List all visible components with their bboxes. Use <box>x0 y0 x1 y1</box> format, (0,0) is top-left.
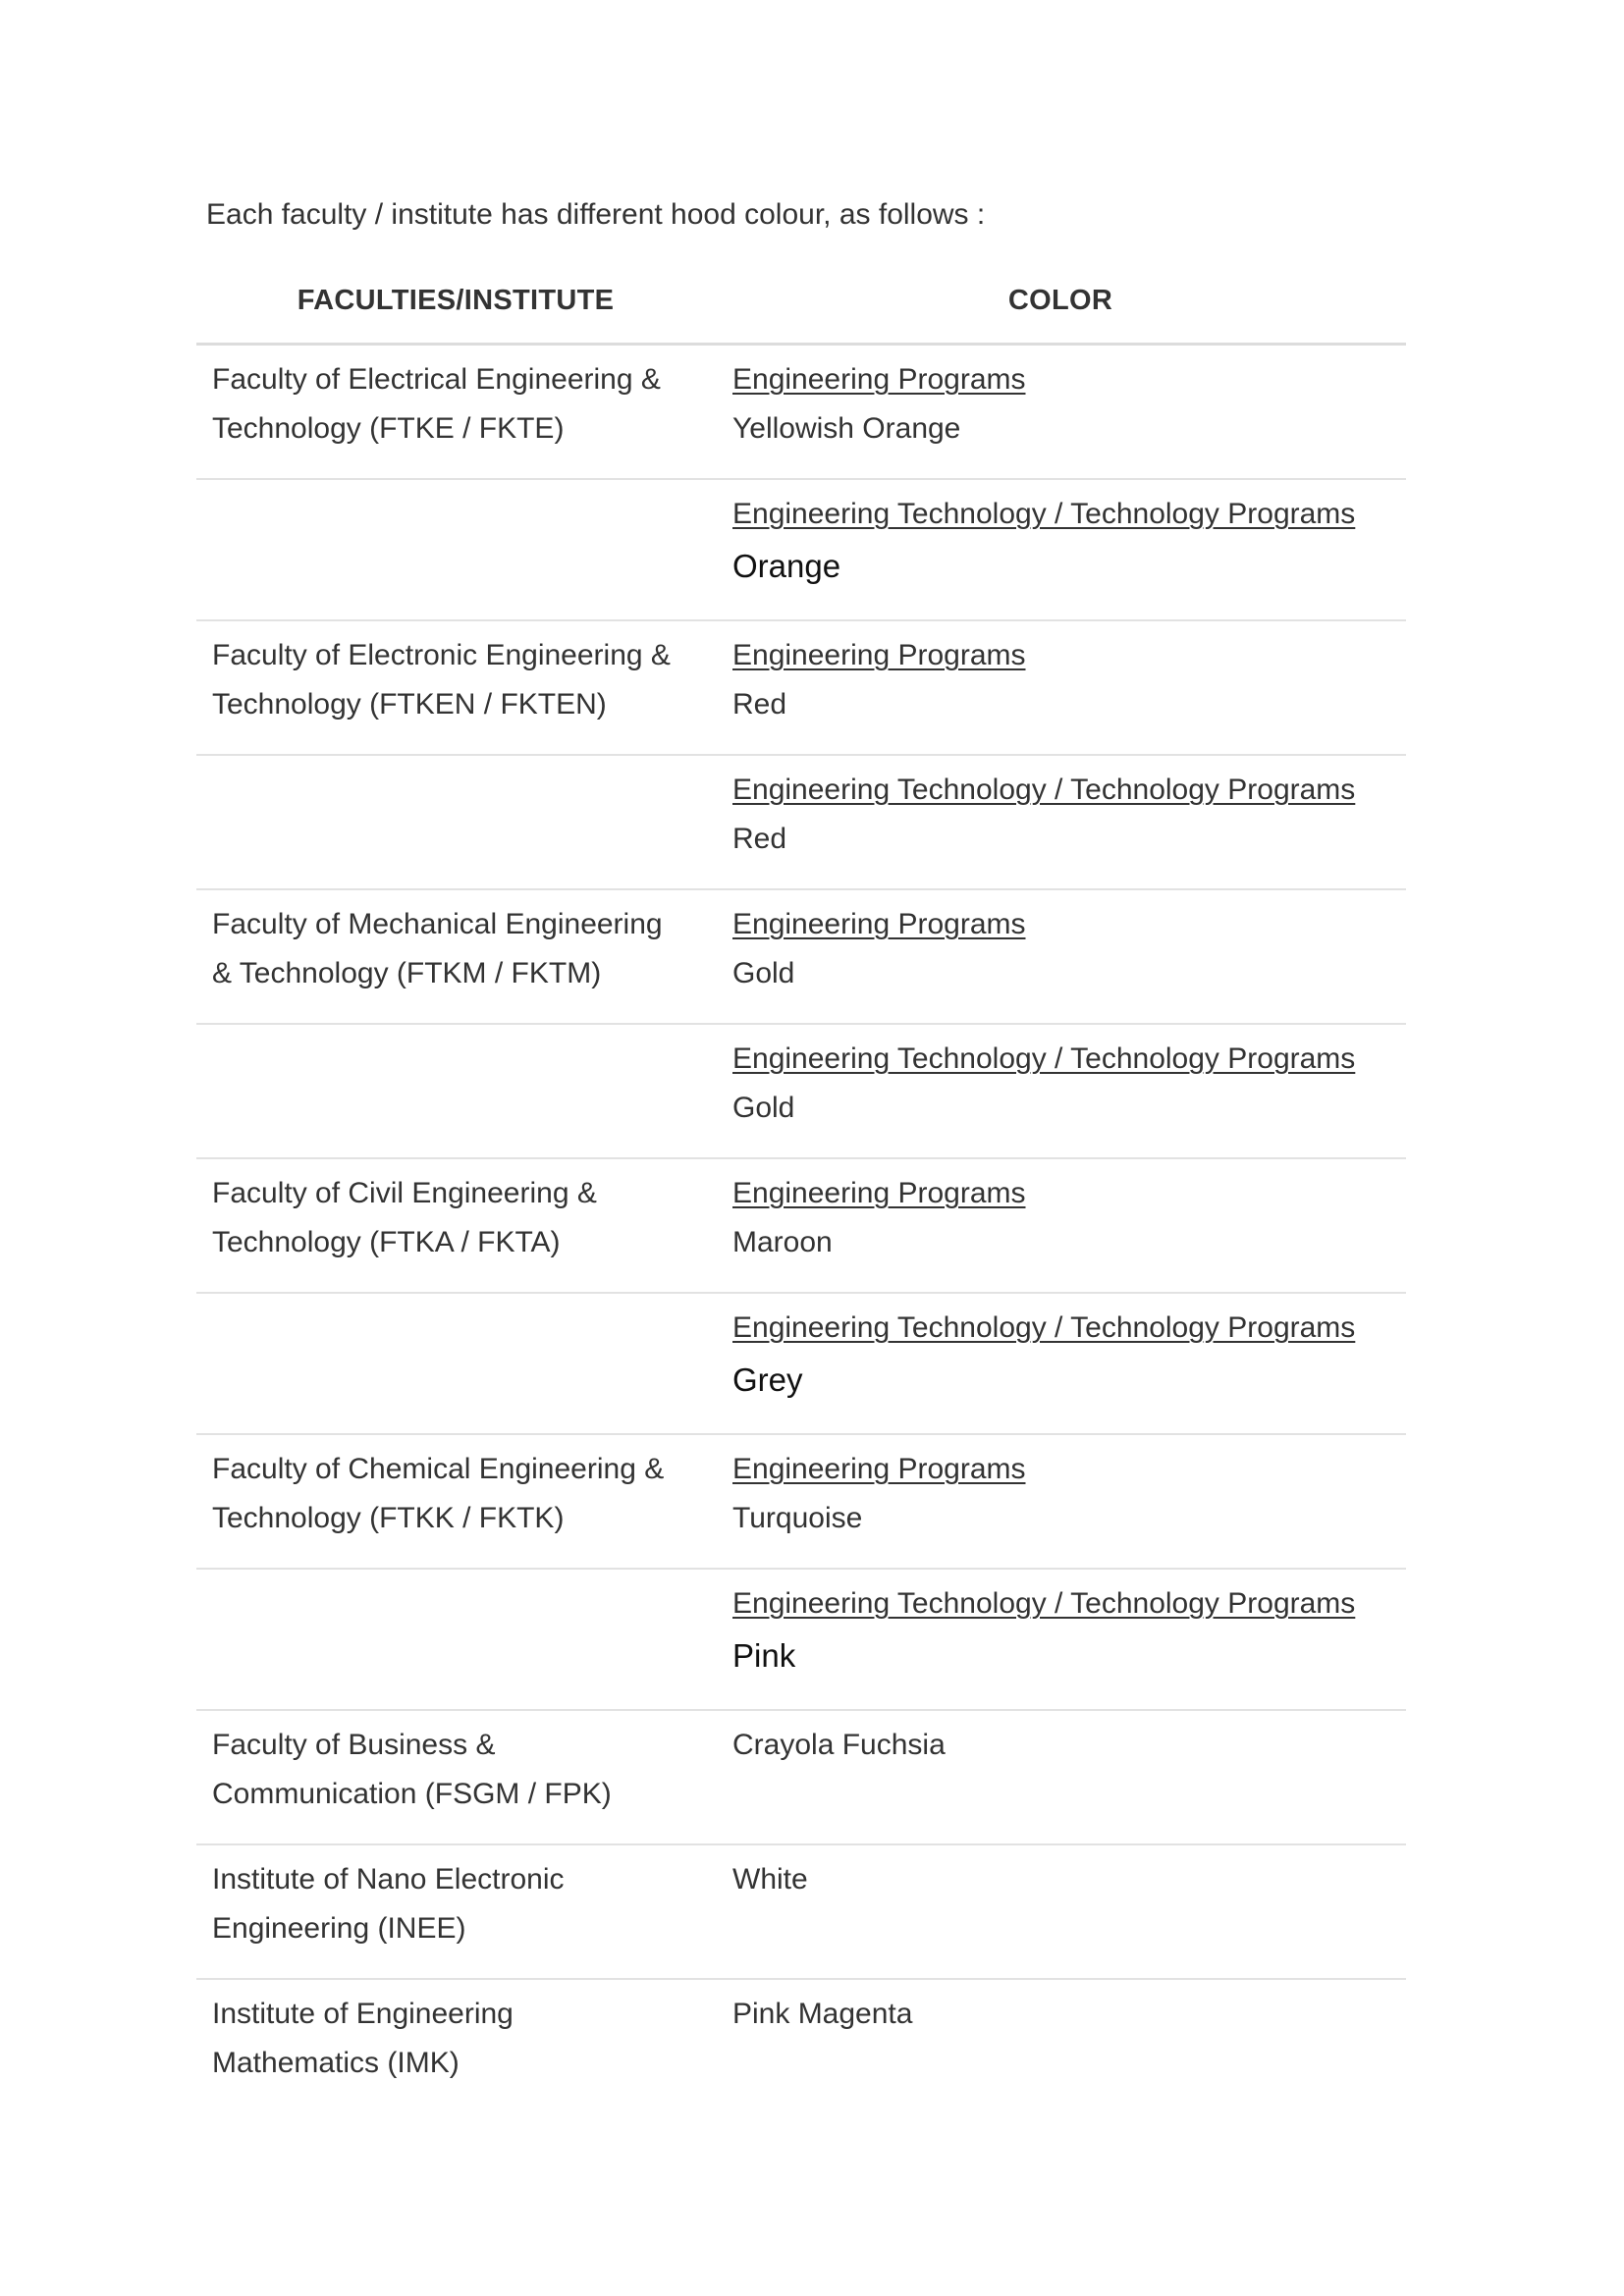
program-label: Engineering Programs <box>732 639 1026 671</box>
color-value: Pink <box>732 1637 796 1674</box>
faculty-name-line1: Faculty of Mechanical Engineering <box>212 908 663 940</box>
color-value: Gold <box>732 1092 795 1124</box>
faculty-cell <box>196 1980 715 2114</box>
faculty-name-line2: Technology (FTKK / FKTK) <box>212 1502 565 1534</box>
color-cell <box>715 1845 1406 1980</box>
table-row <box>196 1570 1406 1711</box>
faculty-name-line2: Technology (FTKA / FKTA) <box>212 1226 561 1258</box>
table-row <box>196 1025 1406 1159</box>
color-value: Grey <box>732 1362 803 1398</box>
table-row <box>196 756 1406 890</box>
faculty-name-line2: & Technology (FTKM / FKTM) <box>212 957 602 989</box>
hood-colour-table <box>196 259 1406 2114</box>
color-cell <box>715 1435 1406 1570</box>
table-row <box>196 621 1406 756</box>
faculty-name-line1: Faculty of Chemical Engineering & <box>212 1453 665 1485</box>
faculty-name-line1: Faculty of Electrical Engineering & <box>212 363 661 396</box>
table-row <box>196 890 1406 1025</box>
color-value: Turquoise <box>732 1502 863 1534</box>
color-value: Orange <box>732 548 841 584</box>
program-label: Engineering Programs <box>732 908 1026 940</box>
faculty-cell <box>196 890 715 1025</box>
program-label: Engineering Programs <box>732 363 1026 396</box>
color-cell <box>715 1294 1406 1435</box>
color-cell <box>715 480 1406 621</box>
color-cell <box>715 1159 1406 1294</box>
faculty-name-line2: Communication (FSGM / FPK) <box>212 1778 612 1810</box>
faculty-cell <box>196 1711 715 1845</box>
color-value: Yellowish Orange <box>732 412 961 445</box>
header-faculties: FACULTIES/INSTITUTE <box>297 285 615 316</box>
header-color: COLOR <box>1007 285 1113 316</box>
color-cell <box>715 621 1406 756</box>
faculty-cell <box>196 1435 715 1570</box>
color-value: White <box>732 1863 808 1896</box>
color-value: Red <box>732 823 787 855</box>
faculty-name-line2: Mathematics (IMK) <box>212 2047 460 2079</box>
intro-text: Each faculty / institute has different hood colour, as follows : <box>206 198 986 231</box>
faculty-cell <box>196 1159 715 1294</box>
faculty-cell <box>196 1845 715 1980</box>
faculty-cell <box>196 1025 715 1159</box>
color-cell <box>715 1570 1406 1711</box>
color-cell <box>715 1711 1406 1845</box>
faculty-cell <box>196 621 715 756</box>
program-label: Engineering Technology / Technology Programs <box>732 774 1356 806</box>
faculty-name-line2: Engineering (INEE) <box>212 1912 466 1945</box>
table-row <box>196 1980 1406 2114</box>
faculty-cell <box>196 1570 715 1711</box>
faculty-name-line1: Institute of Engineering <box>212 1998 514 2030</box>
faculty-name-line1: Faculty of Electronic Engineering & <box>212 639 671 671</box>
program-label: Engineering Programs <box>732 1177 1026 1209</box>
table-row <box>196 1159 1406 1294</box>
faculty-name-line1: Faculty of Business & <box>212 1729 496 1761</box>
faculty-name-line2: Technology (FTKE / FKTE) <box>212 412 565 445</box>
color-value: Red <box>732 688 787 721</box>
table-header <box>196 259 1406 346</box>
faculty-cell <box>196 346 715 480</box>
color-cell <box>715 756 1406 890</box>
program-label: Engineering Programs <box>732 1453 1026 1485</box>
program-label: Engineering Technology / Technology Programs <box>732 1311 1356 1344</box>
program-label: Engineering Technology / Technology Programs <box>732 1587 1356 1620</box>
table-row <box>196 1294 1406 1435</box>
faculty-cell <box>196 480 715 621</box>
faculty-cell <box>196 1294 715 1435</box>
faculty-name-line1: Institute of Nano Electronic <box>212 1863 565 1896</box>
color-cell <box>715 1025 1406 1159</box>
color-cell <box>715 346 1406 480</box>
color-cell <box>715 890 1406 1025</box>
color-cell <box>715 1980 1406 2114</box>
table-row <box>196 1435 1406 1570</box>
color-value: Pink Magenta <box>732 1998 913 2030</box>
color-value: Crayola Fuchsia <box>732 1729 946 1761</box>
table-row <box>196 1711 1406 1845</box>
color-value: Gold <box>732 957 795 989</box>
faculty-name-line2: Technology (FTKEN / FKTEN) <box>212 688 607 721</box>
faculty-cell <box>196 756 715 890</box>
program-label: Engineering Technology / Technology Programs <box>732 1042 1356 1075</box>
color-value: Maroon <box>732 1226 833 1258</box>
table-row <box>196 480 1406 621</box>
table-row <box>196 346 1406 480</box>
program-label: Engineering Technology / Technology Programs <box>732 498 1356 530</box>
table-row <box>196 1845 1406 1980</box>
faculty-name-line1: Faculty of Civil Engineering & <box>212 1177 597 1209</box>
